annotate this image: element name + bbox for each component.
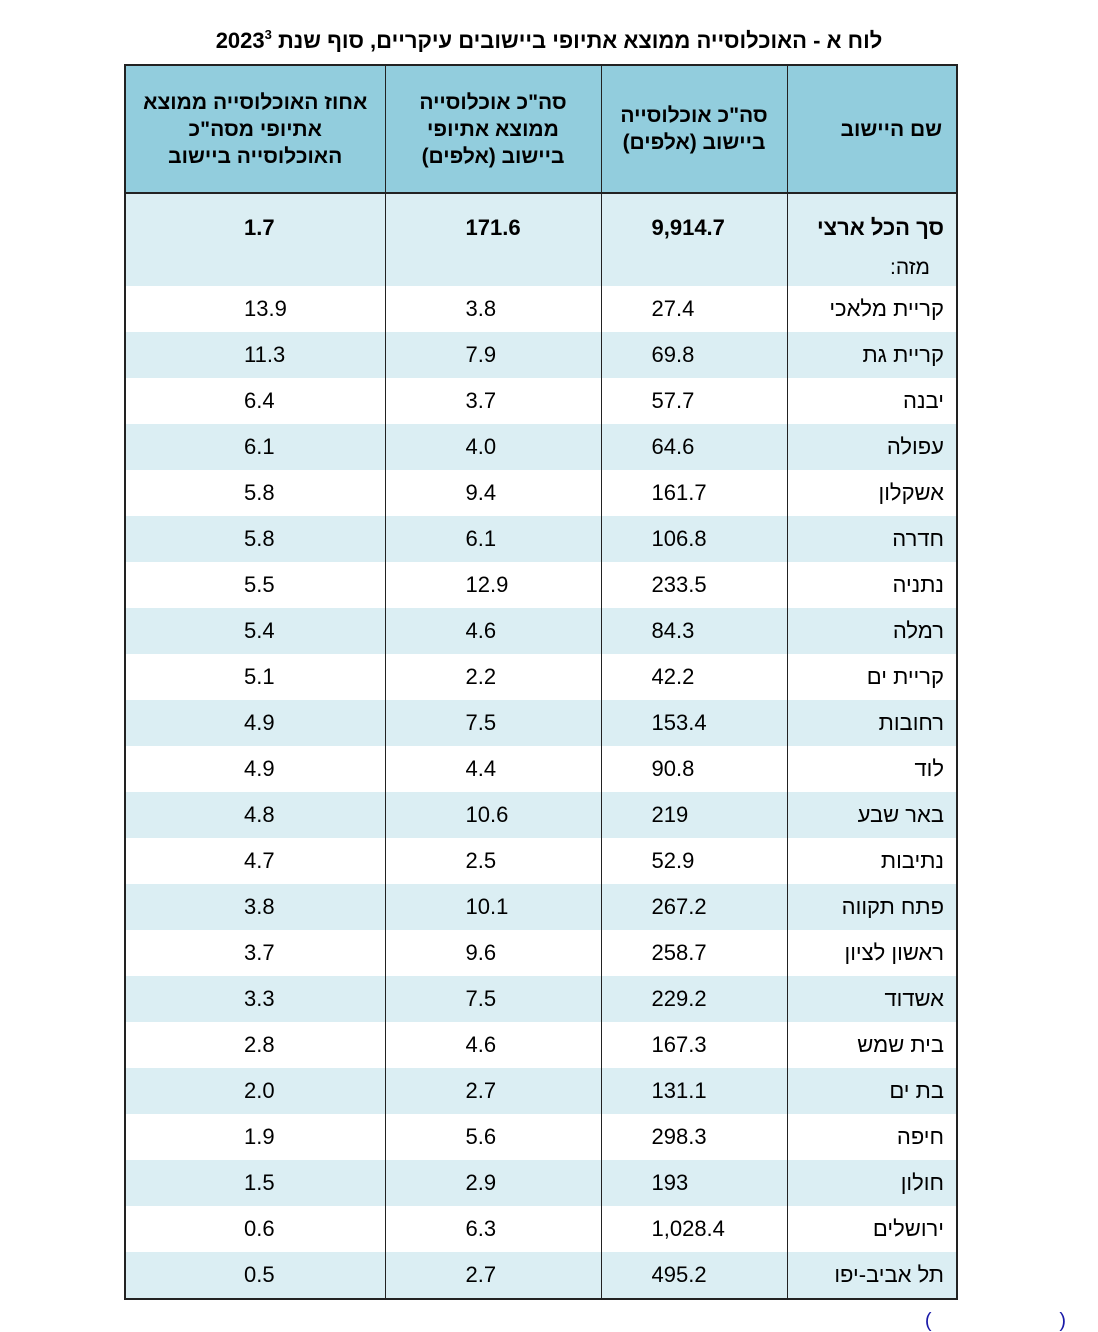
locality-name-cell: יבנה: [787, 378, 957, 424]
total-population-cell: 42.2: [601, 654, 787, 700]
total-population-cell: 161.7: [601, 470, 787, 516]
locality-name-cell: פתח תקווה: [787, 884, 957, 930]
total-population-cell: 233.5: [601, 562, 787, 608]
locality-name-cell: חדרה: [787, 516, 957, 562]
table-title: [0, 18, 1098, 58]
header-ethiopian-percent: אחוז האוכלוסייה ממוצא אתיופי מסה"כ האוכלוסייה ביישוב: [125, 65, 385, 193]
ethiopian-population-cell: 5.6: [385, 1114, 601, 1160]
ethiopian-population-cell: 2.9: [385, 1160, 601, 1206]
ethiopian-population-cell: 9.4: [385, 470, 601, 516]
total-population-cell: 106.8: [601, 516, 787, 562]
ethiopian-percent-cell: 2.0: [125, 1068, 385, 1114]
ethiopian-population-cell: 10.6: [385, 792, 601, 838]
total-population-cell: 64.6: [601, 424, 787, 470]
locality-name-cell: לוד: [787, 746, 957, 792]
subheading-empty-cell: [601, 256, 787, 286]
ethiopian-percent-cell: 0.5: [125, 1252, 385, 1299]
total-population-cell: 219: [601, 792, 787, 838]
locality-name-cell: קריית ים: [787, 654, 957, 700]
ethiopian-percent-cell: 5.5: [125, 562, 385, 608]
total-population-cell: 90.8: [601, 746, 787, 792]
national-total-row: [125, 193, 957, 256]
locality-name-cell: ראשון לציון: [787, 930, 957, 976]
total-population-cell: 193: [601, 1160, 787, 1206]
table-row: [125, 286, 957, 332]
ethiopian-population-cell: 2.7: [385, 1068, 601, 1114]
total-population-cell: 69.8: [601, 332, 787, 378]
footer-link-fragment: ( ): [924, 1310, 1066, 1332]
ethiopian-population-cell: 4.4: [385, 746, 601, 792]
table-row: [125, 1068, 957, 1114]
national-total-population: 9,914.7: [601, 193, 787, 256]
ethiopian-population-cell: 6.3: [385, 1206, 601, 1252]
table-row: [125, 838, 957, 884]
subheading-row: [125, 256, 957, 286]
table-row: [125, 884, 957, 930]
ethiopian-percent-cell: 1.9: [125, 1114, 385, 1160]
table-row: [125, 424, 957, 470]
ethiopian-percent-cell: 5.8: [125, 516, 385, 562]
table-title-text: לוח א - האוכלוסייה ממוצא אתיופי ביישובים עיקריים, סוף שנת 2023: [215, 28, 883, 53]
total-population-cell: 267.2: [601, 884, 787, 930]
ethiopian-percent-cell: 5.1: [125, 654, 385, 700]
table-row: [125, 516, 957, 562]
ethiopian-percent-cell: 3.8: [125, 884, 385, 930]
total-population-cell: 258.7: [601, 930, 787, 976]
ethiopian-population-cell: 4.6: [385, 1022, 601, 1068]
ethiopian-population-cell: 4.6: [385, 608, 601, 654]
national-ethiopian-population: 171.6: [385, 193, 601, 256]
table-header: [125, 65, 957, 193]
table-row: [125, 378, 957, 424]
ethiopian-population-cell: 2.2: [385, 654, 601, 700]
ethiopian-percent-cell: 5.4: [125, 608, 385, 654]
locality-name-cell: אשדוד: [787, 976, 957, 1022]
locality-name-cell: חולון: [787, 1160, 957, 1206]
ethiopian-percent-cell: 4.9: [125, 700, 385, 746]
ethiopian-population-cell: 2.5: [385, 838, 601, 884]
table-row: [125, 1252, 957, 1299]
table-row: [125, 1114, 957, 1160]
ethiopian-population-cell: 3.7: [385, 378, 601, 424]
header-total-population: סה"כ אוכלוסייה ביישוב (אלפים): [601, 65, 787, 193]
table-row: [125, 470, 957, 516]
locality-name-cell: אשקלון: [787, 470, 957, 516]
ethiopian-percent-cell: 4.9: [125, 746, 385, 792]
footnote-reference[interactable]: 3: [264, 27, 272, 42]
locality-name-cell: באר שבע: [787, 792, 957, 838]
ethiopian-percent-cell: 11.3: [125, 332, 385, 378]
ethiopian-percent-cell: 5.8: [125, 470, 385, 516]
ethiopian-population-cell: 7.5: [385, 700, 601, 746]
locality-name-cell: רמלה: [787, 608, 957, 654]
table-row: [125, 930, 957, 976]
total-population-cell: 229.2: [601, 976, 787, 1022]
total-population-cell: 131.1: [601, 1068, 787, 1114]
ethiopian-population-cell: 6.1: [385, 516, 601, 562]
total-population-cell: 84.3: [601, 608, 787, 654]
ethiopian-population-cell: 9.6: [385, 930, 601, 976]
ethiopian-population-cell: 7.5: [385, 976, 601, 1022]
ethiopian-population-cell: 3.8: [385, 286, 601, 332]
locality-name-cell: קריית גת: [787, 332, 957, 378]
table-row: [125, 976, 957, 1022]
table-row: [125, 654, 957, 700]
locality-name-cell: בית שמש: [787, 1022, 957, 1068]
header-locality-name: שם היישוב: [787, 65, 957, 193]
ethiopian-percent-cell: 0.6: [125, 1206, 385, 1252]
ethiopian-percent-cell: 3.7: [125, 930, 385, 976]
header-ethiopian-population: סה"כ אוכלוסייה ממוצא אתיופי ביישוב (אלפים): [385, 65, 601, 193]
table-row: [125, 332, 957, 378]
ethiopian-percent-cell: 6.4: [125, 378, 385, 424]
ethiopian-population-cell: 10.1: [385, 884, 601, 930]
table-body: [125, 193, 957, 1299]
ethiopian-percent-cell: 4.8: [125, 792, 385, 838]
total-population-cell: 57.7: [601, 378, 787, 424]
locality-name-cell: עפולה: [787, 424, 957, 470]
total-population-cell: 495.2: [601, 1252, 787, 1299]
table-row: [125, 792, 957, 838]
total-population-cell: 167.3: [601, 1022, 787, 1068]
ethiopian-percent-cell: 2.8: [125, 1022, 385, 1068]
ethiopian-population-cell: 4.0: [385, 424, 601, 470]
total-population-cell: 1,028.4: [601, 1206, 787, 1252]
ethiopian-population-cell: 2.7: [385, 1252, 601, 1299]
table-row: [125, 746, 957, 792]
table-row: [125, 608, 957, 654]
subheading-empty-cell: [125, 256, 385, 286]
locality-name-cell: רחובות: [787, 700, 957, 746]
table-row: [125, 1022, 957, 1068]
ethiopian-percent-cell: 13.9: [125, 286, 385, 332]
locality-name-cell: חיפה: [787, 1114, 957, 1160]
table-row: [125, 562, 957, 608]
subheading-empty-cell: [385, 256, 601, 286]
subheading-label: מזה:: [787, 256, 957, 286]
total-population-cell: 298.3: [601, 1114, 787, 1160]
ethiopian-percent-cell: 6.1: [125, 424, 385, 470]
ethiopian-percent-cell: 1.5: [125, 1160, 385, 1206]
table-row: [125, 1206, 957, 1252]
total-population-cell: 27.4: [601, 286, 787, 332]
locality-name-cell: תל אביב-יפו: [787, 1252, 957, 1299]
ethiopian-population-cell: 12.9: [385, 562, 601, 608]
national-ethiopian-percent: 1.7: [125, 193, 385, 256]
locality-name-cell: נתיבות: [787, 838, 957, 884]
national-total-label: סך הכל ארצי: [787, 193, 957, 256]
locality-name-cell: נתניה: [787, 562, 957, 608]
header-row: [125, 65, 957, 193]
table-row: [125, 700, 957, 746]
total-population-cell: 153.4: [601, 700, 787, 746]
table-row: [125, 1160, 957, 1206]
ethiopian-percent-cell: 3.3: [125, 976, 385, 1022]
ethiopian-population-cell: 7.9: [385, 332, 601, 378]
ethiopian-percent-cell: 4.7: [125, 838, 385, 884]
locality-name-cell: ירושלים: [787, 1206, 957, 1252]
population-table: [124, 64, 958, 1300]
total-population-cell: 52.9: [601, 838, 787, 884]
locality-name-cell: קריית מלאכי: [787, 286, 957, 332]
locality-name-cell: בת ים: [787, 1068, 957, 1114]
